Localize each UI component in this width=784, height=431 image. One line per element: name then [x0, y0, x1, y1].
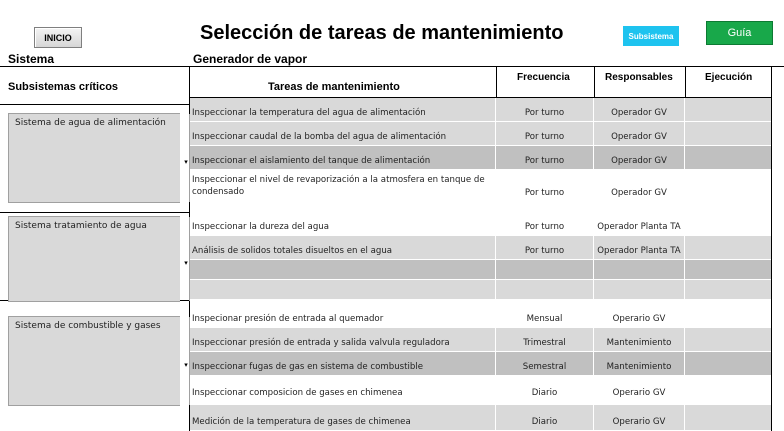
table-row [190, 212, 771, 236]
column-divider [594, 66, 595, 97]
task-cell[interactable]: Medición de la temperatura de gases de chimenea [190, 405, 496, 430]
responsible-cell[interactable]: Operario GV [594, 304, 685, 327]
column-divider [771, 66, 772, 431]
subsystem-select-value: Sistema de agua de alimentación [15, 118, 166, 128]
task-cell[interactable]: Inspeccionar la dureza del agua [190, 212, 496, 235]
task-cell[interactable]: Inspeccionar el aislamiento del tanque de alimentación [190, 146, 496, 169]
execution-cell[interactable] [685, 304, 771, 327]
frequency-cell[interactable]: Semestral [496, 352, 594, 375]
execution-cell[interactable] [685, 170, 771, 201]
table-row [190, 236, 771, 260]
table-row [190, 376, 771, 402]
table-row [190, 170, 771, 202]
table-row [190, 328, 771, 352]
table-row [190, 146, 771, 170]
subsystem-select-2[interactable] [8, 216, 188, 302]
responsible-cell[interactable]: Operador GV [594, 122, 685, 145]
table-row [190, 405, 771, 431]
frequency-cell[interactable]: Mensual [496, 304, 594, 327]
column-divider [685, 66, 686, 97]
frequency-cell[interactable]: Por turno [496, 98, 594, 121]
execution-cell[interactable] [685, 212, 771, 235]
execution-cell[interactable] [685, 236, 771, 259]
execution-cell[interactable] [685, 146, 771, 169]
chevron-down-icon[interactable]: ▾ [184, 159, 188, 166]
header-subsistemas: Subsistemas críticos [8, 81, 119, 93]
task-cell[interactable]: Inspeccionar la temperatura del agua de alimentación [190, 98, 496, 121]
page-title: Selección de tareas de mantenimiento [200, 22, 564, 44]
frequency-cell[interactable]: Por turno [496, 146, 594, 169]
execution-cell[interactable] [685, 405, 771, 430]
subsystem-select-1[interactable] [8, 113, 188, 203]
table-row [190, 98, 771, 122]
responsible-cell[interactable]: Operador GV [594, 170, 685, 201]
subsystem-select-value: Sistema tratamiento de agua [15, 221, 147, 231]
responsible-cell[interactable]: Operador GV [594, 146, 685, 169]
responsible-cell[interactable]: Mantenimiento [594, 328, 685, 351]
subsystem-header-border [0, 104, 190, 105]
frequency-cell[interactable]: Trimestral [496, 328, 594, 351]
execution-cell[interactable] [685, 98, 771, 121]
frequency-cell[interactable]: Por turno [496, 170, 594, 201]
frequency-cell[interactable]: Por turno [496, 122, 594, 145]
frequency-cell[interactable]: Por turno [496, 212, 594, 235]
execution-cell[interactable] [685, 376, 771, 401]
header-tareas: Tareas de mantenimiento [268, 81, 400, 93]
task-cell[interactable]: Inspeccionar fugas de gas en sistema de combustible [190, 352, 496, 375]
responsible-cell[interactable]: Mantenimiento [594, 352, 685, 375]
frequency-cell[interactable]: Diario [496, 405, 594, 430]
table-row [190, 122, 771, 146]
table-row [190, 260, 771, 280]
header-ejecucion: Ejecución [705, 72, 753, 83]
header-frecuencia: Frecuencia [517, 72, 570, 83]
responsible-cell[interactable]: Operador Planta TA [594, 236, 685, 259]
chevron-down-icon[interactable]: ▾ [184, 260, 188, 267]
task-cell[interactable]: Inspecionar presión de entrada al quemador [190, 304, 496, 327]
responsible-cell[interactable] [594, 280, 685, 299]
column-divider [496, 66, 497, 97]
responsible-cell[interactable]: Operario GV [594, 376, 685, 401]
execution-cell[interactable] [685, 352, 771, 375]
inicio-button[interactable]: INICIO [34, 27, 82, 48]
subsistema-button[interactable]: Subsistema [623, 26, 679, 46]
header-responsables: Responsables [605, 72, 673, 83]
responsible-cell[interactable]: Operador GV [594, 98, 685, 121]
frequency-cell[interactable] [496, 280, 594, 299]
execution-cell[interactable] [685, 122, 771, 145]
task-cell[interactable]: Inspeccionar composicion de gases en chimenea [190, 376, 496, 401]
responsible-cell[interactable] [594, 260, 685, 279]
table-row [190, 280, 771, 300]
execution-cell[interactable] [685, 328, 771, 351]
table-row [190, 304, 771, 328]
execution-cell[interactable] [685, 280, 771, 299]
responsible-cell[interactable]: Operador Planta TA [594, 212, 685, 235]
task-cell[interactable]: Inspeccionar el nivel de revaporización a la atmosfera en tanque de condensado [190, 170, 496, 201]
frequency-cell[interactable] [496, 260, 594, 279]
chevron-down-icon[interactable]: ▾ [184, 362, 188, 369]
subsystem-select-3[interactable] [8, 316, 188, 406]
task-cell[interactable]: Inspeccionar caudal de la bomba del agua de alimentación [190, 122, 496, 145]
task-cell[interactable] [190, 260, 496, 279]
task-cell[interactable]: Análisis de solidos totales disueltos en el agua [190, 236, 496, 259]
frequency-cell[interactable]: Diario [496, 376, 594, 401]
guia-button[interactable]: Guía [706, 21, 773, 45]
execution-cell[interactable] [685, 260, 771, 279]
subsystem-select-value: Sistema de combustible y gases [15, 321, 161, 331]
task-cell[interactable] [190, 280, 496, 299]
group-divider [0, 212, 190, 213]
responsible-cell[interactable]: Operario GV [594, 405, 685, 430]
frequency-cell[interactable]: Por turno [496, 236, 594, 259]
sistema-value: Generador de vapor [193, 52, 308, 66]
sistema-label: Sistema [8, 52, 55, 66]
table-row [190, 352, 771, 376]
task-cell[interactable]: Inspeccionar presión de entrada y salida valvula reguladora [190, 328, 496, 351]
header-top-border [0, 66, 784, 67]
